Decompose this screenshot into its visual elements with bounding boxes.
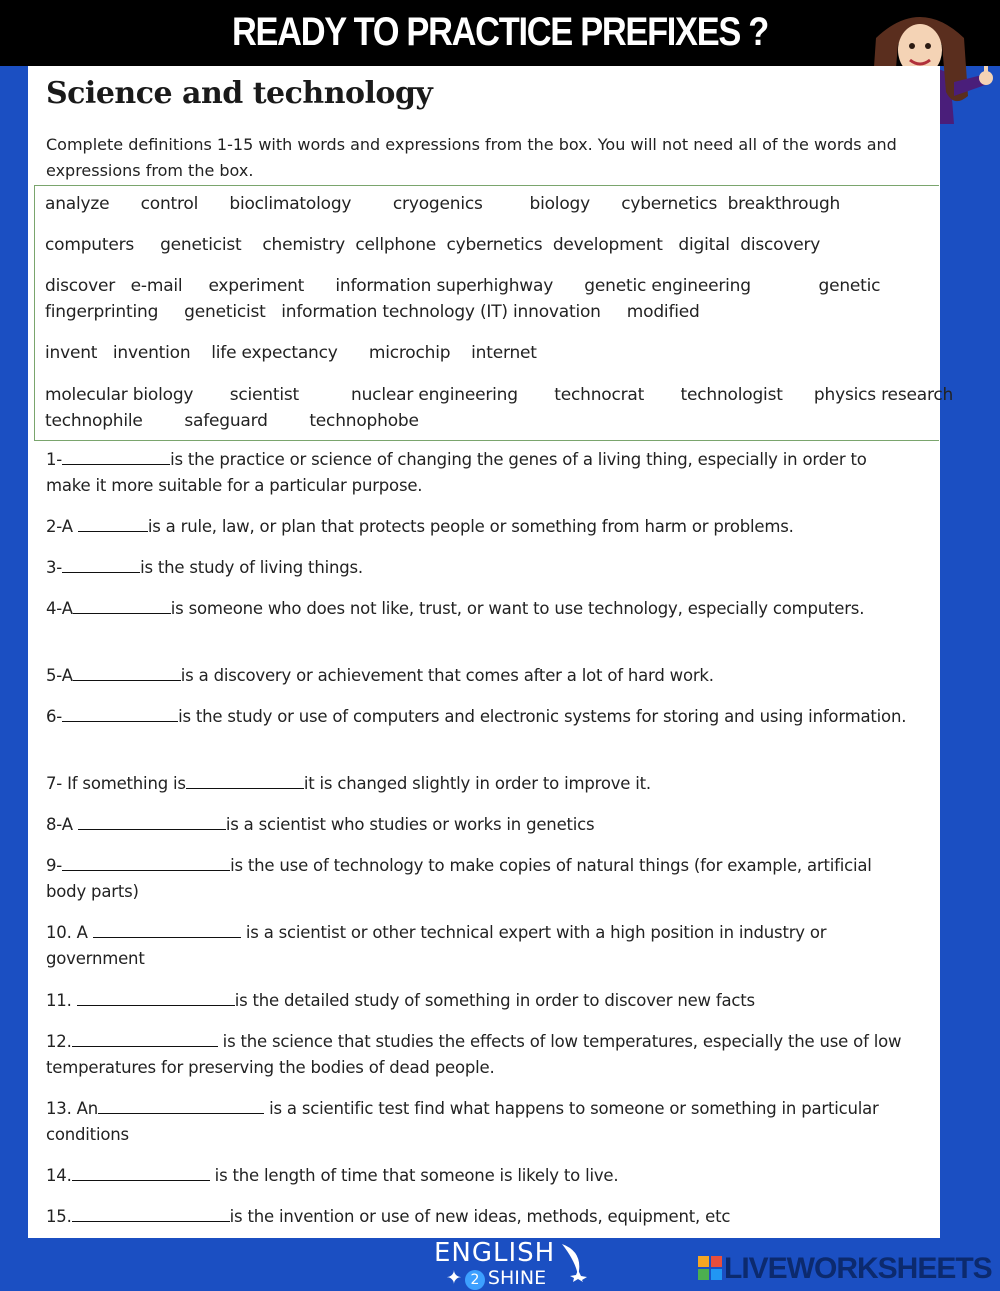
question-text: is the practice or science of changing the genes of a living thing, especially in order to make it more suitable for a particular purpose. <box>46 450 867 495</box>
question-item <box>46 1095 916 1148</box>
word-box-line: technophile safeguard technophobe <box>45 411 419 431</box>
question-text: is a scientific test find what happens to someone or something in particular conditions <box>46 1099 879 1144</box>
question-item <box>46 554 916 581</box>
question-text: is the study of living things. <box>140 558 363 577</box>
question-text: it is changed slightly in order to improve it. <box>303 774 651 793</box>
question-item <box>46 852 916 905</box>
answer-blank[interactable] <box>72 1203 230 1222</box>
answer-blank[interactable] <box>78 811 226 830</box>
brand-shine: SHINE <box>487 1267 547 1289</box>
answer-blank[interactable] <box>62 554 140 573</box>
question-item <box>46 987 916 1014</box>
star-swoosh-icon <box>558 1242 588 1282</box>
answer-blank[interactable] <box>62 703 178 722</box>
question-prefix: 15. <box>46 1207 72 1226</box>
answer-blank[interactable] <box>78 513 148 532</box>
question-prefix: 3- <box>46 558 63 577</box>
answer-blank[interactable] <box>77 987 235 1006</box>
question-item <box>46 1162 916 1189</box>
answer-blank[interactable] <box>72 1028 218 1047</box>
word-box-line: analyze control bioclimatology cryogenics biology cybernetics breakthrough <box>45 194 841 214</box>
question-text: is the use of technology to make copies of natural things (for example, artificial body parts) <box>46 856 872 901</box>
question-text: is the study or use of computers and electronic systems for storing and using information. <box>178 707 907 726</box>
liveworksheets-text: LIVEWORKSHEETS <box>724 1252 992 1285</box>
answer-blank[interactable] <box>73 662 181 681</box>
question-text: is a scientist or other technical expert with a high position in industry or government <box>46 923 827 968</box>
answer-blank[interactable] <box>93 919 241 938</box>
question-prefix: 14. <box>46 1166 72 1185</box>
brand-two: 2 <box>465 1270 485 1290</box>
english2shine-logo <box>434 1238 594 1291</box>
word-box-line: computers geneticist chemistry cellphone cybernetics development digital discovery <box>45 235 821 255</box>
brand-english: ENGLISH <box>434 1238 556 1268</box>
banner-title: READY TO PRACTICE PREFIXES ? <box>231 10 769 54</box>
worksheet-page <box>28 66 954 1238</box>
question-text: is the detailed study of something in order to discover new facts <box>234 991 755 1010</box>
liveworksheets-logo <box>698 1254 992 1284</box>
question-text: is someone who does not like, trust, or want to use technology, especially computers. <box>170 599 865 618</box>
word-box <box>34 185 954 441</box>
word-box-line: molecular biology scientist nuclear engineering technocrat technologist physics research <box>45 385 954 405</box>
question-prefix: 12. <box>46 1032 72 1051</box>
word-box-line: fingerprinting geneticist information technology (IT) innovation modified <box>45 302 700 322</box>
question-item <box>46 1203 916 1230</box>
answer-blank[interactable] <box>73 595 171 614</box>
question-prefix: 2-A <box>46 517 78 536</box>
question-item <box>46 446 916 499</box>
question-item <box>46 919 916 972</box>
answer-blank[interactable] <box>72 1162 210 1181</box>
answer-blank[interactable] <box>98 1095 264 1114</box>
question-prefix: 13. An <box>46 1099 99 1118</box>
word-box-line: discover e-mail experiment information superhighway genetic engineering genetic <box>45 276 881 296</box>
answer-blank[interactable] <box>62 852 230 871</box>
question-item <box>46 703 916 730</box>
question-prefix: 8-A <box>46 815 78 834</box>
question-item <box>46 1028 916 1081</box>
page-title: Science and technology <box>46 76 433 111</box>
question-prefix: 11. <box>46 991 77 1010</box>
question-item <box>46 770 916 797</box>
question-text: is the length of time that someone is likely to live. <box>209 1166 619 1185</box>
instructions-text: Complete definitions 1-15 with words and expressions from the box. You will not need all of the words and expressions from the box. <box>46 135 897 180</box>
question-text: is the invention or use of new ideas, methods, equipment, etc <box>229 1207 731 1226</box>
question-text: is the science that studies the effects of low temperatures, especially the use of low temperatures for preserving the bodies of dead people. <box>46 1032 902 1077</box>
question-prefix: 4-A <box>46 599 73 618</box>
word-box-line: invent invention life expectancy microchip internet <box>45 343 537 363</box>
question-item <box>46 513 916 540</box>
answer-blank[interactable] <box>186 770 304 789</box>
question-prefix: 7- If something is <box>46 774 186 793</box>
brand-shine-row: ✦ 2 SHINE <box>446 1267 547 1289</box>
question-item <box>46 595 916 622</box>
question-prefix: 1- <box>46 450 63 469</box>
question-text: is a scientist who studies or works in genetics <box>225 815 595 834</box>
answer-blank[interactable] <box>62 446 170 465</box>
question-item <box>46 662 916 689</box>
question-prefix: 6- <box>46 707 63 726</box>
question-prefix: 5-A <box>46 666 73 685</box>
question-prefix: 9- <box>46 856 63 875</box>
question-prefix: 10. A <box>46 923 93 942</box>
question-text: is a rule, law, or plan that protects people or something from harm or problems. <box>147 517 794 536</box>
question-text: is a discovery or achievement that comes after a lot of hard work. <box>180 666 714 685</box>
liveworksheets-icon <box>698 1256 722 1280</box>
question-item <box>46 811 916 838</box>
